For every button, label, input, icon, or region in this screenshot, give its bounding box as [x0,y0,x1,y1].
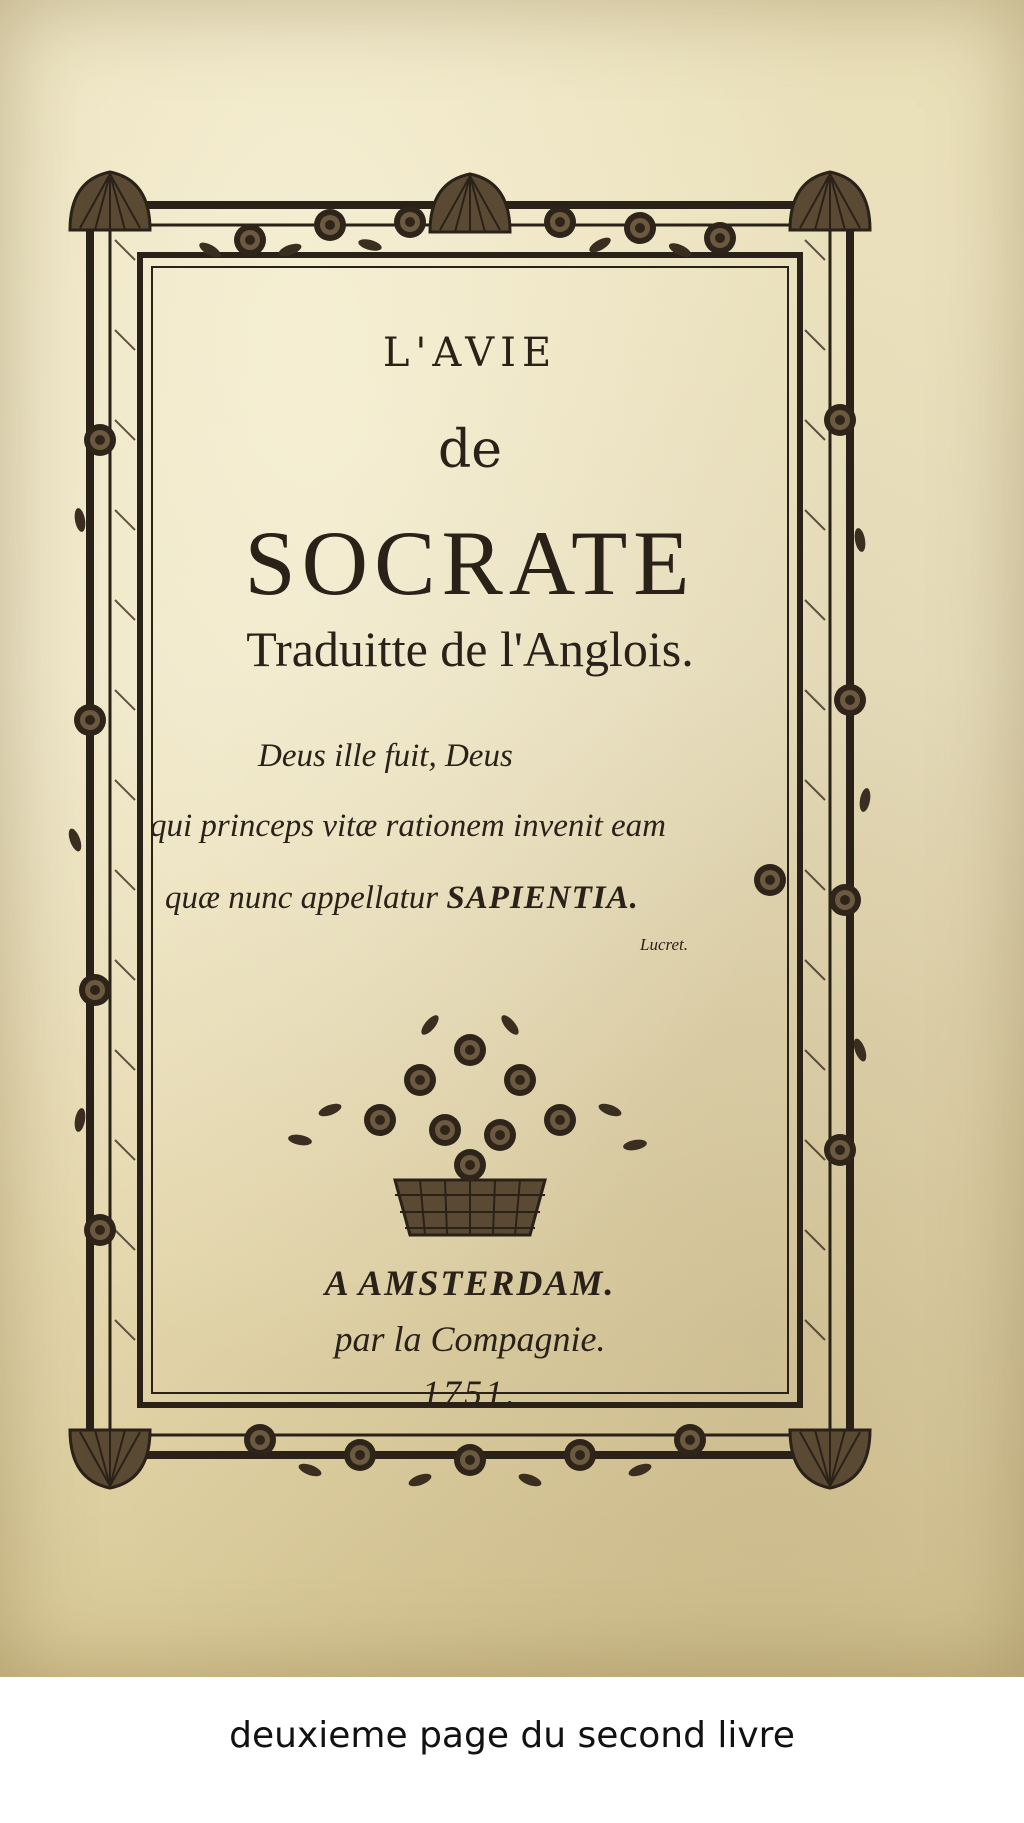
imprint-publisher: par la Compagnie. [334,1319,606,1359]
quote-sapientia: SAPIENTIA. [446,880,639,916]
title-line-1: L'AVIE [382,330,558,376]
image-caption: deuxieme page du second livre [229,1715,795,1756]
quote-line-3 [165,880,639,917]
imprint-year: 1751. [422,1373,518,1413]
imprint-place: A AMSTERDAM. [324,1263,616,1303]
quote-line-3-text: quæ nunc appellatur [165,880,439,916]
book-title: SOCRATE [244,512,696,614]
subtitle: Traduitte de l'Anglois. [246,621,694,677]
title-line-2: de [437,420,503,480]
quote-attribution: Lucret. [640,935,689,954]
quote-line-2: qui princeps vitæ rationem invenit eam [150,808,666,844]
quote-line-1: Deus ille fuit, Deus [258,738,513,774]
flower-basket [287,1013,647,1235]
